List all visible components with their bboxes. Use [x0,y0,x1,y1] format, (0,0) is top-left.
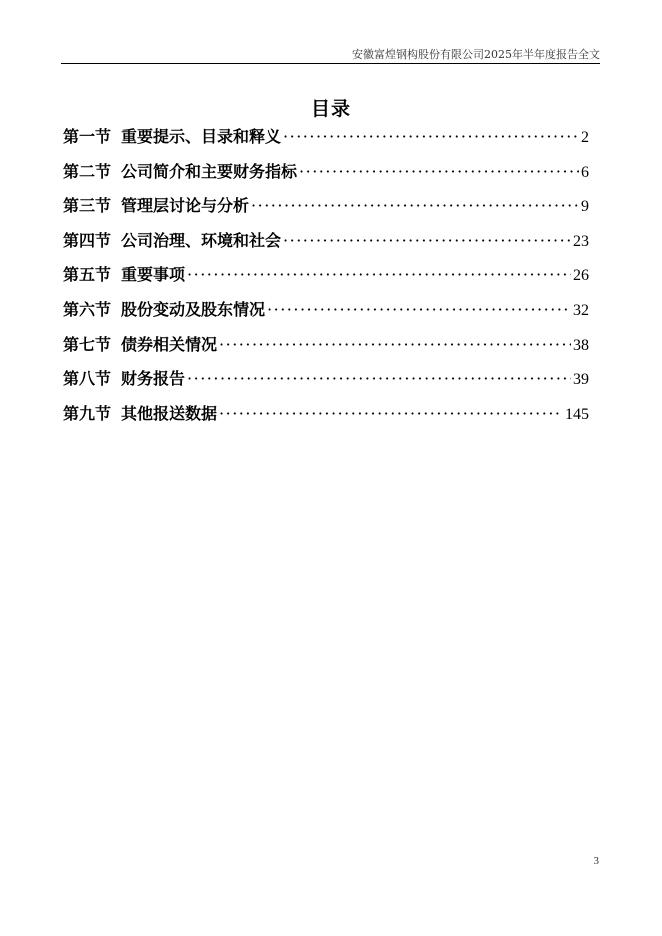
toc-section-title: 重要提示、目录和释义 [121,127,282,146]
toc-section-title: 财务报告 [121,369,186,389]
toc-entry-5[interactable] [63,262,589,297]
toc-entry-9[interactable] [63,401,589,436]
toc-leader-dots [187,369,571,388]
toc-leader-dots [267,300,571,319]
toc-section-title: 债券相关情况 [121,334,218,354]
toc-section-number: 第八节 [63,369,112,389]
toc-entry-3[interactable] [63,193,589,228]
toc-section-number: 第一节 [63,127,112,146]
toc-section-title: 公司简介和主要财务指标 [121,161,298,181]
toc-entry-6[interactable] [63,297,589,332]
toc-section-title: 股份变动及股东情况 [121,299,266,319]
toc-entry-7[interactable] [63,332,589,367]
toc-page-number: 9 [581,198,589,216]
toc-leader-dots [299,162,579,181]
header-divider [61,63,600,64]
toc-leader-dots [283,127,579,146]
toc-section-title: 管理层讨论与分析 [121,196,250,216]
running-header: 安徽富煌钢构股份有限公司2025年半年度报告全文 [352,48,600,61]
table-of-contents [63,124,589,435]
toc-section-number: 第七节 [63,334,112,354]
toc-section-title: 重要事项 [121,265,186,285]
toc-leader-dots [219,404,563,423]
toc-page-number: 145 [565,405,589,423]
toc-leader-dots [187,265,571,284]
toc-section-title: 公司治理、环境和社会 [121,230,282,250]
toc-page-number: 38 [573,336,589,354]
toc-section-number: 第六节 [63,299,112,319]
toc-page-number: 23 [573,232,589,250]
toc-entry-4[interactable] [63,228,589,263]
toc-entry-2[interactable] [63,159,589,194]
toc-page-number: 26 [573,267,589,285]
toc-leader-dots [283,231,571,250]
toc-page-number: 32 [573,301,589,319]
toc-section-number: 第四节 [63,230,112,250]
toc-section-title: 其他报送数据 [121,403,218,423]
toc-section-number: 第三节 [63,196,112,216]
page-number: 3 [593,855,599,867]
toc-page-number: 39 [573,371,589,389]
toc-title: 目录 [310,98,351,120]
toc-section-number: 第九节 [63,403,112,423]
toc-page-number: 2 [581,129,589,146]
toc-entry-1[interactable] [63,124,589,159]
toc-entry-8[interactable] [63,366,589,401]
toc-section-number: 第五节 [63,265,112,285]
toc-section-number: 第二节 [63,161,112,181]
toc-leader-dots [219,335,571,354]
toc-page-number: 6 [581,163,589,181]
toc-leader-dots [251,196,579,215]
